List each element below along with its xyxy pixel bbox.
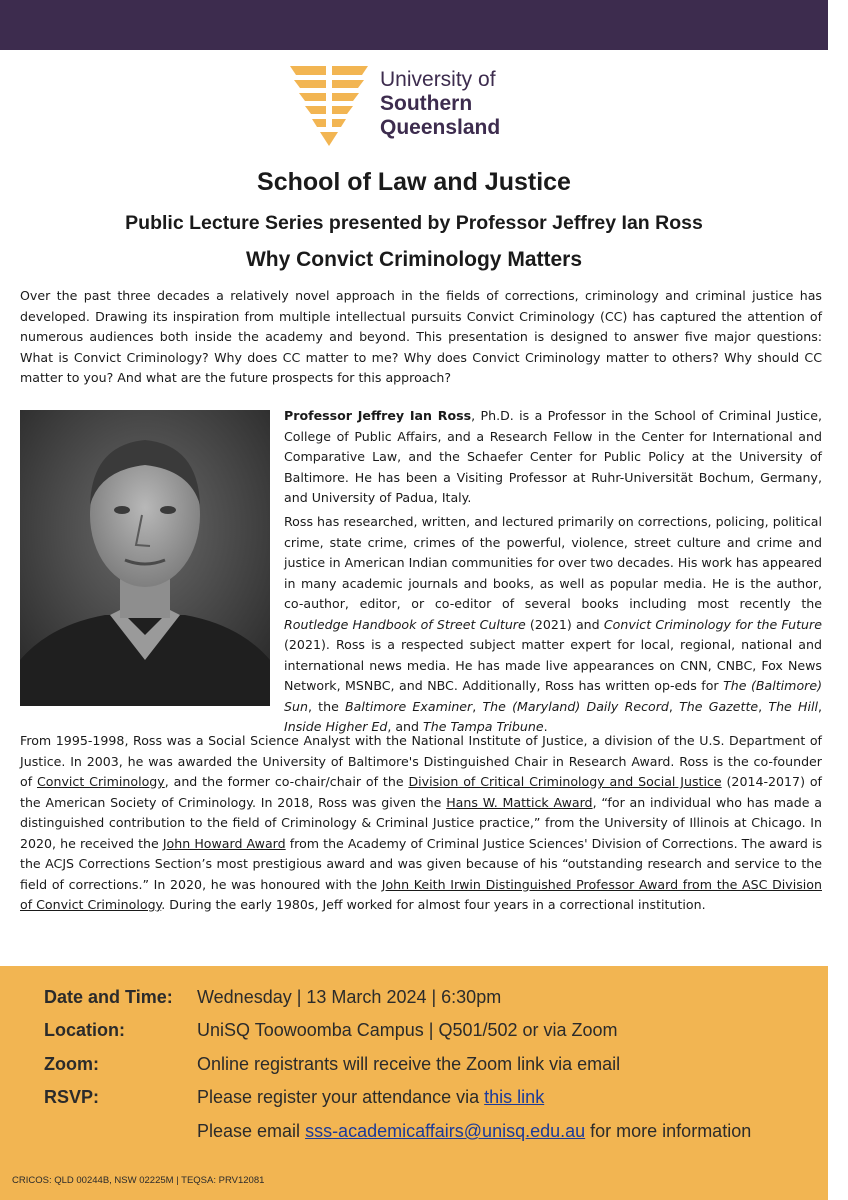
bio-p3-text-f: . During the early 1980s, Jeff worked for almost four years in a correctional institution. (161, 897, 706, 912)
email-link[interactable]: sss-academicaffairs@unisq.edu.au (305, 1121, 586, 1141)
publication-5: The Hill (768, 698, 818, 714)
speaker-photo (20, 410, 270, 706)
bio-p2-text-a: Ross has researched, written, and lectured primarily on corrections, policing, political crime, state crime, crimes of the powerful, violence, street culture and crime and justice in American Indian communities for over two decades. His work has appeared in many academic journals and books, as well as popular media. He is the author, co-author, editor, or co-editor of several books including most recently the (284, 514, 822, 611)
zoom-value: Online registrants will receive the Zoom link via email (197, 1054, 621, 1074)
rsvp-link[interactable]: this link (484, 1087, 545, 1107)
speaker-name: Professor Jeffrey Ian Ross (284, 408, 472, 423)
publication-1: The (Baltimore) Sun (284, 678, 822, 714)
university-logo (286, 62, 516, 148)
rsvp-prefix: Please register your attendance via (197, 1087, 485, 1107)
logo-line-2: Southern (380, 92, 473, 115)
bio-p3-text-a: From 1995-1998, Ross was a Social Science Analyst with the National Institute of Justice, a division of the U.S. Department of Justice. In 2003, he was awarded the University of Baltimore's Distinguished Chair in Research Award. Ross is the co-founder of (20, 733, 822, 789)
book-title-2: Convict Criminology for the Future (603, 616, 822, 632)
convict-criminology-link[interactable]: Convict Criminology (37, 774, 165, 789)
location-value: UniSQ Toowoomba Campus | Q501/502 or via Zoom (197, 1020, 618, 1040)
bio-p2-text-b: (2021) and (525, 616, 604, 632)
date-time-label: Date and Time: (44, 987, 173, 1007)
bio-paragraph-2 (284, 512, 822, 738)
fern-icon (286, 62, 372, 148)
logo-line-3: Queensland (380, 116, 501, 139)
bio-p2-sep-5: , (817, 698, 822, 714)
series-title: Public Lecture Series presented by Professor Jeffrey Ian Ross (125, 212, 703, 234)
bio-p2-sep-6: , and (387, 719, 424, 734)
header-bar (0, 0, 828, 50)
school-title: School of Law and Justice (257, 168, 571, 196)
bio-p2-end: . (543, 719, 548, 734)
bio-p2-sep-2: , (472, 698, 483, 714)
irwin-award-link[interactable]: John Keith Irwin Distinguished Professor Award from the ASC Division of Convict Criminology (20, 876, 822, 912)
critical-criminology-division-link[interactable]: Division of Critical Criminology and Social Justice (408, 774, 722, 789)
lecture-title: Why Convict Criminology Matters (245, 248, 583, 271)
book-title-1: Routledge Handbook of Street Culture (284, 616, 526, 632)
location-label: Location: (44, 1020, 125, 1040)
zoom-label: Zoom: (44, 1054, 99, 1074)
mattick-award-link[interactable]: Hans W. Mattick Award (446, 794, 593, 810)
bio-p2-sep-3: , (668, 698, 680, 714)
date-time-value: Wednesday | 13 March 2024 | 6:30pm (197, 987, 502, 1007)
bio-p3-text-b: , and the former co-chair/chair of the (164, 774, 409, 789)
cricos-footer: CRICOS: QLD 00244B, NSW 02225M | TEQSA: PRV12081 (12, 1175, 265, 1186)
portrait-image (20, 410, 270, 706)
publication-2: Baltimore Examiner (345, 698, 473, 714)
rsvp-label: RSVP: (44, 1087, 100, 1107)
bio-p3-text-e: from the Academy of Criminal Justice Sciences' Division of Corrections. The award is the ACJS Corrections Section’s most prestigious award and was given because of his “outstanding research and service to the field of corrections.” In 2020, he was honoured with the (20, 835, 823, 892)
logo-line-1: University of (380, 68, 496, 91)
bio-p2-sep-1: , the (307, 698, 346, 714)
bio-p3-text-c: (2014-2017) of the American Society of Criminology. In 2018, Ross was given the (20, 774, 822, 810)
email-value (197, 1121, 751, 1142)
bio-p2-sep-4: , (758, 698, 769, 714)
bio-p1-text: , Ph.D. is a Professor in the School of Criminal Justice, College of Public Affairs, and a Research Fellow in the Center for International and Comparative Law, and the Schaefer Center for Public Policy at the University of Baltimore. He has been a Visiting Professor at Ruhr-Universität Bochum, Germany, and University of Padua, Italy. (284, 408, 822, 505)
publication-4: The Gazette (679, 698, 759, 714)
bio-paragraph-3 (20, 731, 822, 916)
page-edge (828, 0, 848, 1200)
email-prefix: Please email (197, 1121, 306, 1141)
publication-6: Inside Higher Ed (284, 719, 388, 734)
email-suffix: for more information (585, 1121, 752, 1141)
publication-3: The (Maryland) Daily Record (482, 698, 669, 714)
bio-p2-text-c: (2021). Ross is a respected subject matter expert for local, regional, national and international news media. He has made live appearances on CNN, CNBC, Fox News Network, MSNBC, and NBC. Additionally, Ross has written op-eds for (284, 637, 822, 693)
publication-7: The Tampa Tribune (423, 719, 544, 734)
rsvp-value (197, 1087, 544, 1108)
bio-p3-text-d: , “for an individual who has made a distinguished contribution to the field of Criminology & Criminal Justice practice,” from the University of Illinois at Chicago. In 2020, he received the (20, 794, 823, 851)
john-howard-award-link[interactable]: John Howard Award (162, 835, 286, 851)
bio-paragraph-1 (284, 406, 822, 509)
intro-paragraph: Over the past three decades a relatively novel approach in the fields of corrections, criminology and criminal justice has developed. Drawing its inspiration from multiple intellectual pursuits Convict Criminology (CC) has captured the attention of numerous audiences both inside the academy and beyond. This presentation is designed to answer five major questions: What is Convict Criminology? Why does CC matter to me? Why does Convict Criminology matter to others? Why should CC matter to you? And what are the future prospects for this approach? (20, 288, 822, 385)
event-details-panel (0, 966, 828, 1200)
